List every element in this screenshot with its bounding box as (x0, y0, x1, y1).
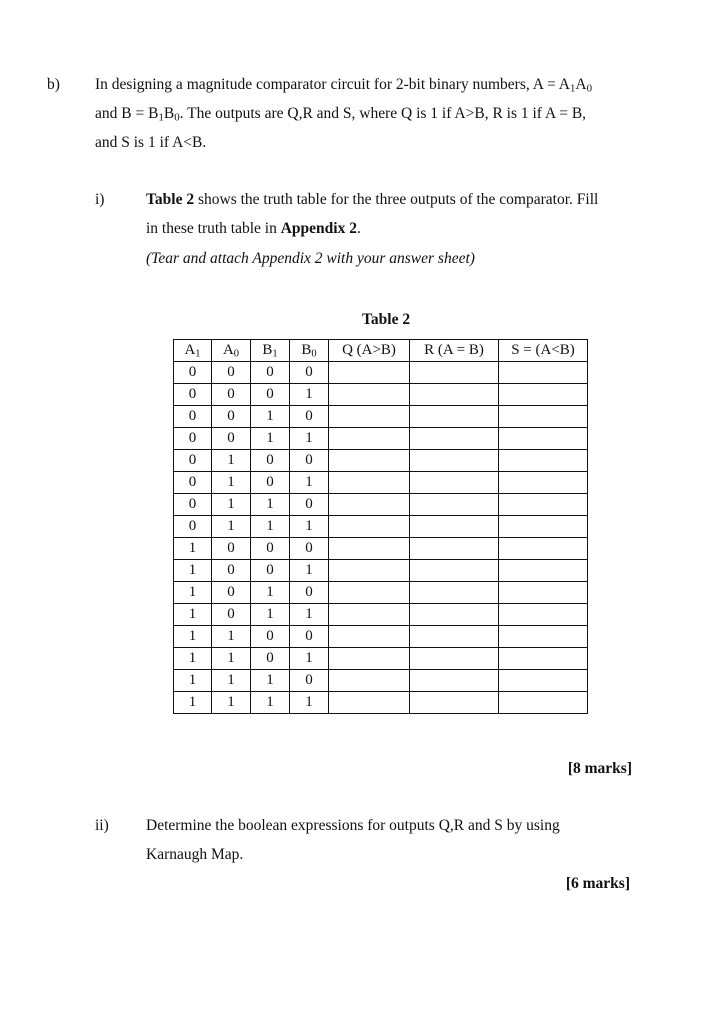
table-header-cell: R (A = B) (410, 340, 499, 362)
table-row (174, 582, 588, 604)
answer-cell (499, 648, 588, 670)
table-header-cell: $A_0$ (212, 340, 251, 362)
table-cell: 1 (290, 516, 329, 538)
answer-cell (499, 516, 588, 538)
table-cell: 1 (251, 406, 290, 428)
answer-cell (410, 406, 499, 428)
table-cell: 0 (251, 648, 290, 670)
table-cell: 0 (251, 538, 290, 560)
part-ii-line-2: Karnaugh Map. (146, 846, 244, 863)
answer-cell (499, 692, 588, 714)
table-cell: 1 (212, 626, 251, 648)
answer-cell (499, 626, 588, 648)
table-cell: 0 (251, 626, 290, 648)
part-ii-label: ii) (95, 817, 109, 834)
table-cell: 1 (251, 582, 290, 604)
answer-cell (410, 626, 499, 648)
table-cell: 1 (212, 692, 251, 714)
answer-cell (329, 450, 410, 472)
table-cell: 1 (251, 692, 290, 714)
table-cell: 1 (174, 582, 212, 604)
table-cell: 1 (290, 604, 329, 626)
table-row (174, 670, 588, 692)
answer-cell (499, 384, 588, 406)
table-cell: 1 (212, 670, 251, 692)
table-cell: 0 (174, 406, 212, 428)
answer-cell (410, 516, 499, 538)
answer-cell (499, 560, 588, 582)
table-row (174, 384, 588, 406)
answer-cell (410, 494, 499, 516)
table-cell: 1 (290, 560, 329, 582)
answer-cell (410, 604, 499, 626)
answer-cell (499, 472, 588, 494)
table-header-cell: S = (A<B) (499, 340, 588, 362)
table-header-row (174, 340, 588, 362)
answer-cell (499, 582, 588, 604)
table-cell: 0 (212, 604, 251, 626)
answer-cell (410, 692, 499, 714)
part-ii-line-1: Determine the boolean expressions for outputs Q,R and S by using (146, 817, 560, 834)
table-row (174, 494, 588, 516)
answer-cell (329, 494, 410, 516)
table-row (174, 560, 588, 582)
table-cell: 0 (290, 582, 329, 604)
table-row (174, 538, 588, 560)
part-i-label: i) (95, 191, 105, 208)
truth-table (173, 339, 588, 714)
answer-cell (499, 604, 588, 626)
table-cell: 0 (174, 384, 212, 406)
table-cell: 0 (212, 538, 251, 560)
table-row (174, 648, 588, 670)
part-i-line-1: Table 2 shows the truth table for the three outputs of the comparator. Fill (146, 191, 599, 208)
answer-cell (410, 670, 499, 692)
table-cell: 0 (212, 384, 251, 406)
answer-cell (410, 538, 499, 560)
table-cell: 0 (251, 362, 290, 384)
answer-cell (329, 604, 410, 626)
table-cell: 1 (174, 538, 212, 560)
marks-part-ii: [6 marks] (565, 875, 630, 892)
answer-cell (329, 406, 410, 428)
answer-cell (499, 428, 588, 450)
marks-part-i: [8 marks] (567, 760, 632, 777)
table-cell: 0 (174, 472, 212, 494)
table-cell: 1 (174, 626, 212, 648)
table-cell: 0 (251, 384, 290, 406)
table-row (174, 626, 588, 648)
table-cell: 0 (290, 670, 329, 692)
answer-cell (410, 384, 499, 406)
table-cell: 0 (290, 494, 329, 516)
table-row (174, 516, 588, 538)
table-row (174, 472, 588, 494)
table-row (174, 362, 588, 384)
answer-cell (329, 582, 410, 604)
answer-cell (499, 670, 588, 692)
table-cell: 0 (212, 560, 251, 582)
table-cell: 0 (212, 428, 251, 450)
table-cell: 1 (174, 648, 212, 670)
table-cell: 0 (174, 450, 212, 472)
part-b-line-3: and S is 1 if A<B. (95, 134, 207, 151)
answer-cell (329, 692, 410, 714)
table-cell: 1 (290, 428, 329, 450)
answer-cell (329, 428, 410, 450)
table-cell: 0 (290, 538, 329, 560)
table-cell: 1 (174, 670, 212, 692)
answer-cell (329, 560, 410, 582)
table-row (174, 604, 588, 626)
table-cell: 0 (212, 362, 251, 384)
part-b-label: b) (47, 76, 60, 93)
table-cell: 1 (251, 516, 290, 538)
table-cell: 1 (212, 472, 251, 494)
answer-cell (499, 450, 588, 472)
part-b-line-2: and $B = B_1B_0$. The outputs are Q,R and S, where Q is 1 if A>B, R is 1 if A = B, (95, 105, 587, 124)
answer-cell (499, 494, 588, 516)
table-cell: 0 (290, 406, 329, 428)
table-cell: 1 (212, 450, 251, 472)
answer-cell (410, 560, 499, 582)
answer-cell (410, 648, 499, 670)
table-cell: 1 (251, 670, 290, 692)
answer-cell (329, 538, 410, 560)
part-b-line-1: In designing a magnitude comparator circuit for 2-bit binary numbers, $A = A_1A_0$ (95, 76, 592, 95)
table-cell: 0 (290, 362, 329, 384)
table-row (174, 406, 588, 428)
part-i-line-2: in these truth table in Appendix 2. (146, 220, 361, 237)
table-cell: 1 (251, 494, 290, 516)
answer-cell (329, 648, 410, 670)
table-cell: 1 (290, 692, 329, 714)
answer-cell (329, 670, 410, 692)
table-cell: 0 (251, 450, 290, 472)
table-header-cell: $A_1$ (174, 340, 212, 362)
table-cell: 0 (251, 560, 290, 582)
answer-cell (410, 450, 499, 472)
table-row (174, 428, 588, 450)
table-cell: 1 (174, 604, 212, 626)
table-cell: 1 (212, 516, 251, 538)
table-caption: Table 2 (362, 311, 411, 328)
table-header-cell: Q (A>B) (329, 340, 410, 362)
answer-cell (329, 362, 410, 384)
answer-cell (329, 472, 410, 494)
table-cell: 0 (290, 626, 329, 648)
answer-cell (410, 362, 499, 384)
answer-cell (410, 428, 499, 450)
answer-cell (410, 472, 499, 494)
part-i-note: (Tear and attach Appendix 2 with your answer sheet) (146, 250, 475, 267)
answer-cell (329, 516, 410, 538)
table-row (174, 450, 588, 472)
table-cell: 0 (174, 516, 212, 538)
table-cell: 0 (212, 406, 251, 428)
table-header-cell: $B_1$ (251, 340, 290, 362)
table-header-cell: $B_0$ (290, 340, 329, 362)
answer-cell (329, 626, 410, 648)
table-cell: 1 (212, 494, 251, 516)
table-row (174, 692, 588, 714)
table-cell: 0 (174, 428, 212, 450)
answer-cell (329, 384, 410, 406)
table-cell: 1 (290, 384, 329, 406)
table-cell: 0 (251, 472, 290, 494)
table-cell: 0 (174, 362, 212, 384)
table-cell: 0 (290, 450, 329, 472)
table-cell: 1 (290, 648, 329, 670)
table-cell: 1 (290, 472, 329, 494)
table-cell: 0 (174, 494, 212, 516)
answer-cell (499, 362, 588, 384)
table-cell: 0 (212, 582, 251, 604)
table-cell: 1 (174, 560, 212, 582)
table-cell: 1 (251, 428, 290, 450)
answer-cell (410, 582, 499, 604)
table-cell: 1 (251, 604, 290, 626)
truth-table-body (174, 362, 588, 714)
answer-cell (499, 538, 588, 560)
table-cell: 1 (174, 692, 212, 714)
table-cell: 1 (212, 648, 251, 670)
answer-cell (499, 406, 588, 428)
